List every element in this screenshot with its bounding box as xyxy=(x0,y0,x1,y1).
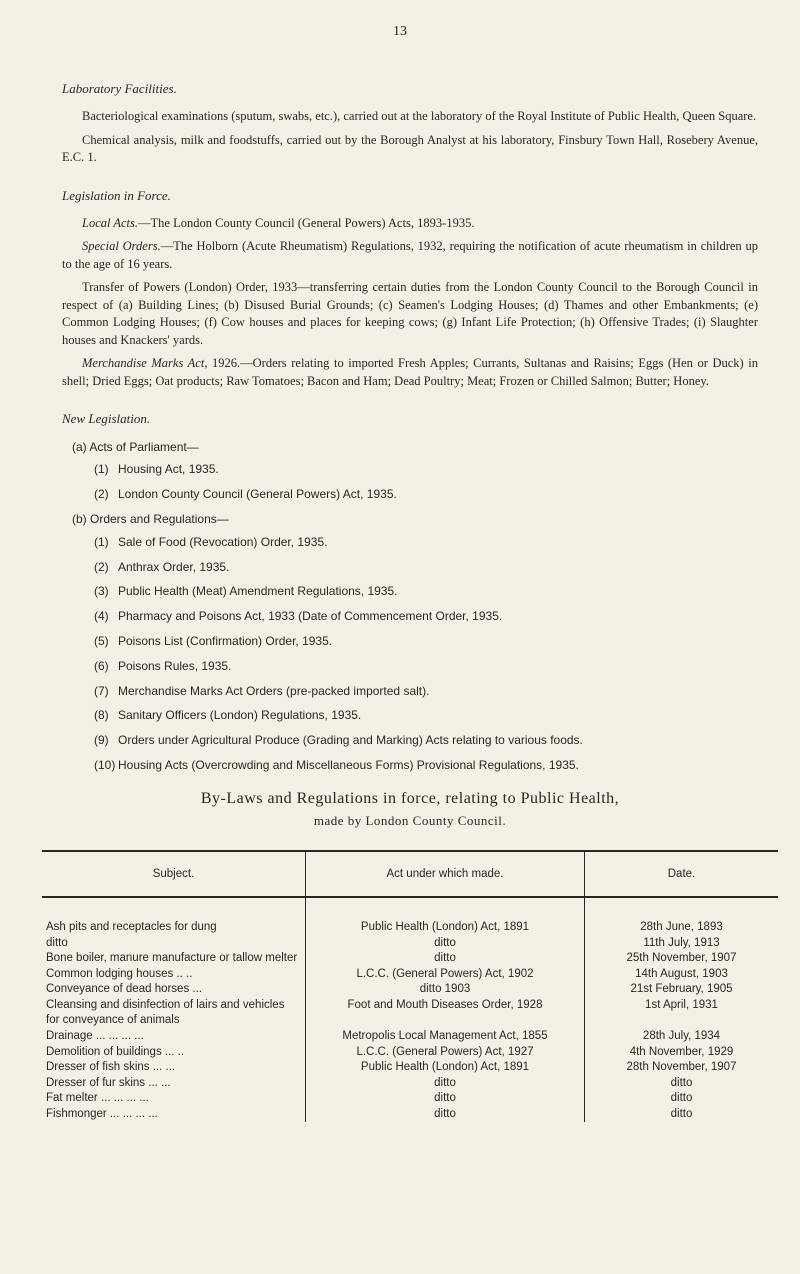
subject-cell: Dresser of fur skins ... ... xyxy=(46,1076,171,1089)
act-cell: Metropolis Local Management Act, 1855 xyxy=(306,1029,585,1045)
act-cell: L.C.C. (General Powers) Act, 1927 xyxy=(306,1045,585,1061)
subject-cell: Cleansing and disinfection of lairs and vehicles for conveyance of animals xyxy=(46,998,285,1027)
bylaws-table-body xyxy=(42,897,778,1122)
table-row xyxy=(42,1076,778,1092)
subject-cell: Bone boiler, manure manufacture or tallow melter xyxy=(46,952,298,965)
acts-group-heading: (a) Acts of Parliament— xyxy=(72,439,199,454)
table-row xyxy=(42,1029,778,1045)
page-number: 13 xyxy=(393,24,407,39)
list-item-text: London County Council (General Powers) Act, 1935. xyxy=(118,487,397,502)
list-item-number: (5) xyxy=(94,633,109,648)
bylaws-subtitle: made by London County Council. xyxy=(313,813,507,829)
act-cell: ditto xyxy=(306,1076,585,1092)
list-item-number: (2) xyxy=(94,559,109,574)
list-item-text: Public Health (Meat) Amendment Regulations, 1935. xyxy=(118,584,398,599)
list-item-text: Housing Act, 1935. xyxy=(118,462,219,477)
list-item-text: Sanitary Officers (London) Regulations, 1935. xyxy=(118,708,362,723)
merchandise-marks-label: Merchandise Marks Act, xyxy=(82,356,208,371)
list-item-text: Poisons List (Confirmation) Order, 1935. xyxy=(118,633,333,648)
new-legislation-list xyxy=(62,439,758,774)
legislation-heading: Legislation in Force. xyxy=(62,187,171,203)
date-cell: 28th July, 1934 xyxy=(642,1030,721,1042)
list-item-number: (9) xyxy=(94,733,109,748)
table-row xyxy=(42,1060,778,1076)
subject-column-header: Subject. xyxy=(42,851,306,897)
list-item xyxy=(94,583,758,600)
date-cell: 14th August, 1903 xyxy=(635,967,728,980)
subject-cell: Ash pits and receptacles for dung xyxy=(46,921,217,934)
list-item-number: (3) xyxy=(94,584,109,599)
list-item-text: Pharmacy and Poisons Act, 1933 (Date of Commencement Order, 1935. xyxy=(118,609,503,624)
list-item xyxy=(94,559,758,576)
date-column-header: Date. xyxy=(585,851,779,897)
list-item xyxy=(94,608,758,625)
date-cell: 28th November, 1907 xyxy=(626,1061,737,1074)
act-cell: ditto 1903 xyxy=(306,982,585,998)
bylaws-title: By-Laws and Regulations in force, relating to Public Health, xyxy=(200,789,620,807)
subject-cell: Dresser of fish skins ... ... xyxy=(46,1061,176,1074)
list-item-number: (6) xyxy=(94,658,109,673)
list-item-text: Sale of Food (Revocation) Order, 1935. xyxy=(118,534,328,549)
act-cell: L.C.C. (General Powers) Act, 1902 xyxy=(306,967,585,983)
table-row xyxy=(42,1091,778,1107)
date-cell: 28th June, 1893 xyxy=(640,921,723,934)
table-row xyxy=(42,936,778,952)
subject-cell: Demolition of buildings ... .. xyxy=(46,1045,185,1058)
date-cell: 21st February, 1905 xyxy=(630,983,733,996)
local-acts-paragraph xyxy=(62,215,758,233)
local-acts-text: —The London County Council (General Powers) Acts, 1893-1935. xyxy=(138,215,475,230)
list-item xyxy=(94,461,758,478)
subject-cell: Drainage ... ... ... ... xyxy=(46,1030,144,1042)
orders-list xyxy=(62,534,758,774)
list-item-text: Anthrax Order, 1935. xyxy=(118,559,230,574)
list-item-number: (4) xyxy=(94,609,109,624)
date-cell: ditto xyxy=(670,1092,693,1105)
list-item-number: (10) xyxy=(94,757,116,772)
merchandise-marks-paragraph xyxy=(62,355,758,390)
list-item xyxy=(94,486,758,503)
orders-group-heading: (b) Orders and Regulations— xyxy=(72,511,229,526)
date-cell: ditto xyxy=(670,1107,693,1120)
act-cell: Foot and Mouth Diseases Order, 1928 xyxy=(306,998,585,1029)
list-item xyxy=(94,732,758,749)
local-acts-label: Local Acts. xyxy=(82,215,139,230)
lab-heading: Laboratory Facilities. xyxy=(62,81,177,96)
lab-paragraph-1: Bacteriological examinations (sputum, swabs, etc.), carried out at the laboratory of the Royal Institute of Public Health, Queen Square. xyxy=(82,109,757,124)
subject-cell: Fishmonger ... ... ... ... xyxy=(46,1107,158,1120)
subject-cell: Fat melter ... ... ... ... xyxy=(46,1092,149,1105)
list-item xyxy=(94,534,758,551)
act-cell: Public Health (London) Act, 1891 xyxy=(306,920,585,936)
acts-list xyxy=(62,461,758,503)
table-row xyxy=(42,998,778,1029)
special-orders-text: —The Holborn (Acute Rheumatism) Regulations, 1932, requiring the notification of acute rheumatism in children up to the age of 16 years. xyxy=(62,239,758,271)
list-item-number: (1) xyxy=(94,462,109,477)
act-cell: ditto xyxy=(306,1107,585,1123)
list-item xyxy=(94,633,758,650)
table-row xyxy=(42,920,778,936)
table-row xyxy=(42,1045,778,1061)
list-item-text: Orders under Agricultural Produce (Grading and Marking) Acts relating to various foods. xyxy=(118,733,583,748)
subject-cell: ditto xyxy=(46,936,68,949)
subject-cell: Conveyance of dead horses ... xyxy=(46,983,202,996)
list-item-number: (2) xyxy=(94,487,109,502)
act-cell: Public Health (London) Act, 1891 xyxy=(306,1060,585,1076)
merchandise-marks-text: 1926.—Orders relating to imported Fresh Apples; Currants, Sultanas and Raisins; Eggs (Hen or Duck) in shell; Dried Eggs; Oat products; Raw Tomatoes; Bacon and Ham; Dead Poultry; Meat; Frozen or Chilled Salmon; Butter; Honey. xyxy=(62,356,758,388)
table-row xyxy=(42,967,778,983)
table-row xyxy=(42,951,778,967)
special-orders-label: Special Orders. xyxy=(82,239,161,254)
date-cell: ditto xyxy=(670,1076,693,1089)
list-item-text: Merchandise Marks Act Orders (pre-packed imported salt). xyxy=(118,683,430,698)
list-item-text: Housing Acts (Overcrowding and Miscellaneous Forms) Provisional Regulations, 1935. xyxy=(118,757,579,772)
subject-cell: Common lodging houses .. .. xyxy=(46,967,193,980)
list-item-number: (1) xyxy=(94,534,109,549)
date-cell: 11th July, 1913 xyxy=(643,936,720,949)
list-item-number: (7) xyxy=(94,683,109,698)
lab-paragraph-2: Chemical analysis, milk and foodstuffs, carried out by the Borough Analyst at his laboratory, Finsbury Town Hall, Rosebery Avenue, E.C. 1. xyxy=(62,132,758,165)
new-legislation-heading: New Legislation. xyxy=(62,411,151,427)
list-item xyxy=(94,707,758,724)
act-column-header: Act under which made. xyxy=(306,851,585,897)
bylaws-table xyxy=(42,850,778,1122)
list-item xyxy=(94,757,758,774)
act-cell: ditto xyxy=(306,936,585,952)
table-row xyxy=(42,982,778,998)
date-cell: 25th November, 1907 xyxy=(626,952,737,965)
list-item-number: (8) xyxy=(94,708,109,723)
transfer-of-powers-paragraph: Transfer of Powers (London) Order, 1933—transferring certain duties from the London County Council to the Borough Council in respect of (a) Building Lines; (b) Disused Burial Grounds; (c) Seamen's Lodging Houses; (d) Thames and other Embankments; (e) Common Lodging Houses; (f) Cow houses and places for keeping cows; (g) Infant Life Protection; (h) Offensive Trades; (i) Slaughter houses and Knackers' yards. xyxy=(62,280,758,347)
date-cell: 4th November, 1929 xyxy=(629,1045,734,1058)
page-content xyxy=(46,80,758,1122)
list-item xyxy=(94,683,758,700)
list-item xyxy=(94,658,758,675)
special-orders-paragraph xyxy=(62,238,758,273)
act-cell: ditto xyxy=(306,1091,585,1107)
act-cell: ditto xyxy=(306,951,585,967)
list-item-text: Poisons Rules, 1935. xyxy=(118,658,232,673)
date-cell: 1st April, 1931 xyxy=(645,998,718,1011)
table-row xyxy=(42,1107,778,1123)
